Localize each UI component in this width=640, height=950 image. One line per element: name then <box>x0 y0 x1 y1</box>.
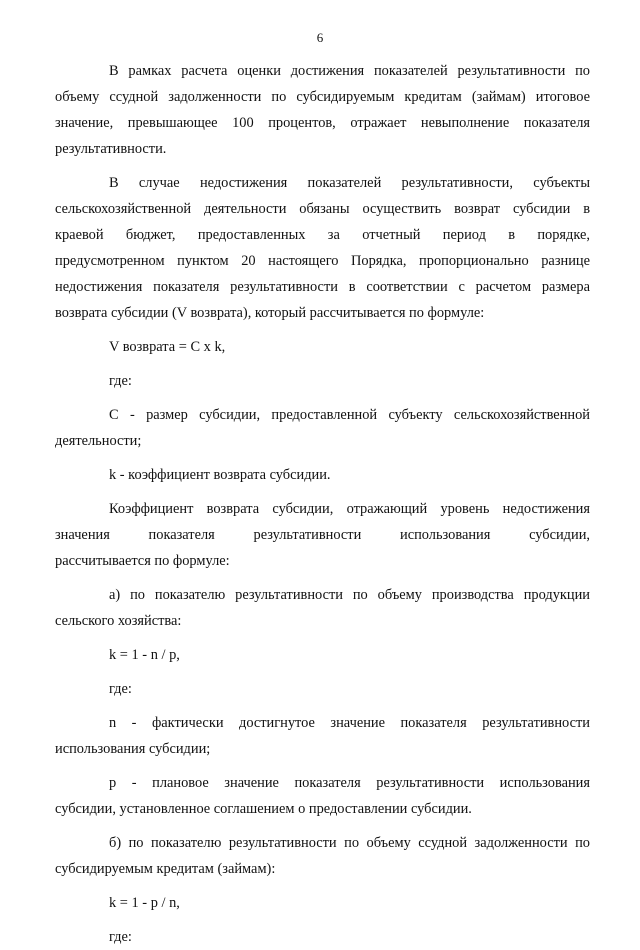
line: недостижения показателя результативности в соответствии с расчетом размера <box>55 279 590 295</box>
line: а) по показателю результативности по объему производства продукции <box>109 587 590 603</box>
line: объему ссудной задолженности по субсидируемым кредитам (займам) итоговое <box>55 89 590 105</box>
line: сельского хозяйства: <box>55 613 182 629</box>
where-label: где: <box>109 373 132 389</box>
formula: k = 1 - p / n, <box>109 895 180 911</box>
line: б) по показателю результативности по объему ссудной задолженности по <box>109 835 590 851</box>
line: k - коэффициент возврата субсидии. <box>109 467 331 483</box>
where-label: где: <box>109 929 132 945</box>
line: субсидии, установленное соглашением о предоставлении субсидии. <box>55 801 472 817</box>
document-body <box>55 58 590 950</box>
line: предусмотренном пунктом 20 настоящего Порядка, пропорционально разнице <box>55 253 590 269</box>
line: значение, превышающее 100 процентов, отражает невыполнение показателя <box>55 115 590 131</box>
line: C - размер субсидии, предоставленной субъекту сельскохозяйственной <box>109 407 590 423</box>
formula: k = 1 - n / p, <box>109 647 180 663</box>
where-label: где: <box>109 681 132 697</box>
line: использования субсидии; <box>55 741 211 757</box>
line: В случае недостижения показателей результативности, субъекты <box>109 175 590 191</box>
line: значения показателя результативности использования субсидии, <box>55 527 590 543</box>
line: краевой бюджет, предоставленных за отчетный период в порядке, <box>55 227 590 243</box>
line: Коэффициент возврата субсидии, отражающий уровень недостижения <box>109 501 590 517</box>
line: n - фактически достигнутое значение показателя результативности <box>109 715 590 731</box>
line: сельскохозяйственной деятельности обязаны осуществить возврат субсидии в <box>55 201 590 217</box>
formula: V возврата = C x k, <box>109 339 226 355</box>
line: субсидируемым кредитам (займам): <box>55 861 276 877</box>
line: В рамках расчета оценки достижения показателей результативности по <box>109 63 590 79</box>
line: результативности. <box>55 141 167 157</box>
page-number: 6 <box>316 30 324 45</box>
line: p - плановое значение показателя результативности использования <box>109 775 590 791</box>
line: деятельности; <box>55 433 142 449</box>
line: рассчитывается по формуле: <box>55 553 230 569</box>
line: возврата субсидии (V возврата), который рассчитывается по формуле: <box>55 305 485 321</box>
